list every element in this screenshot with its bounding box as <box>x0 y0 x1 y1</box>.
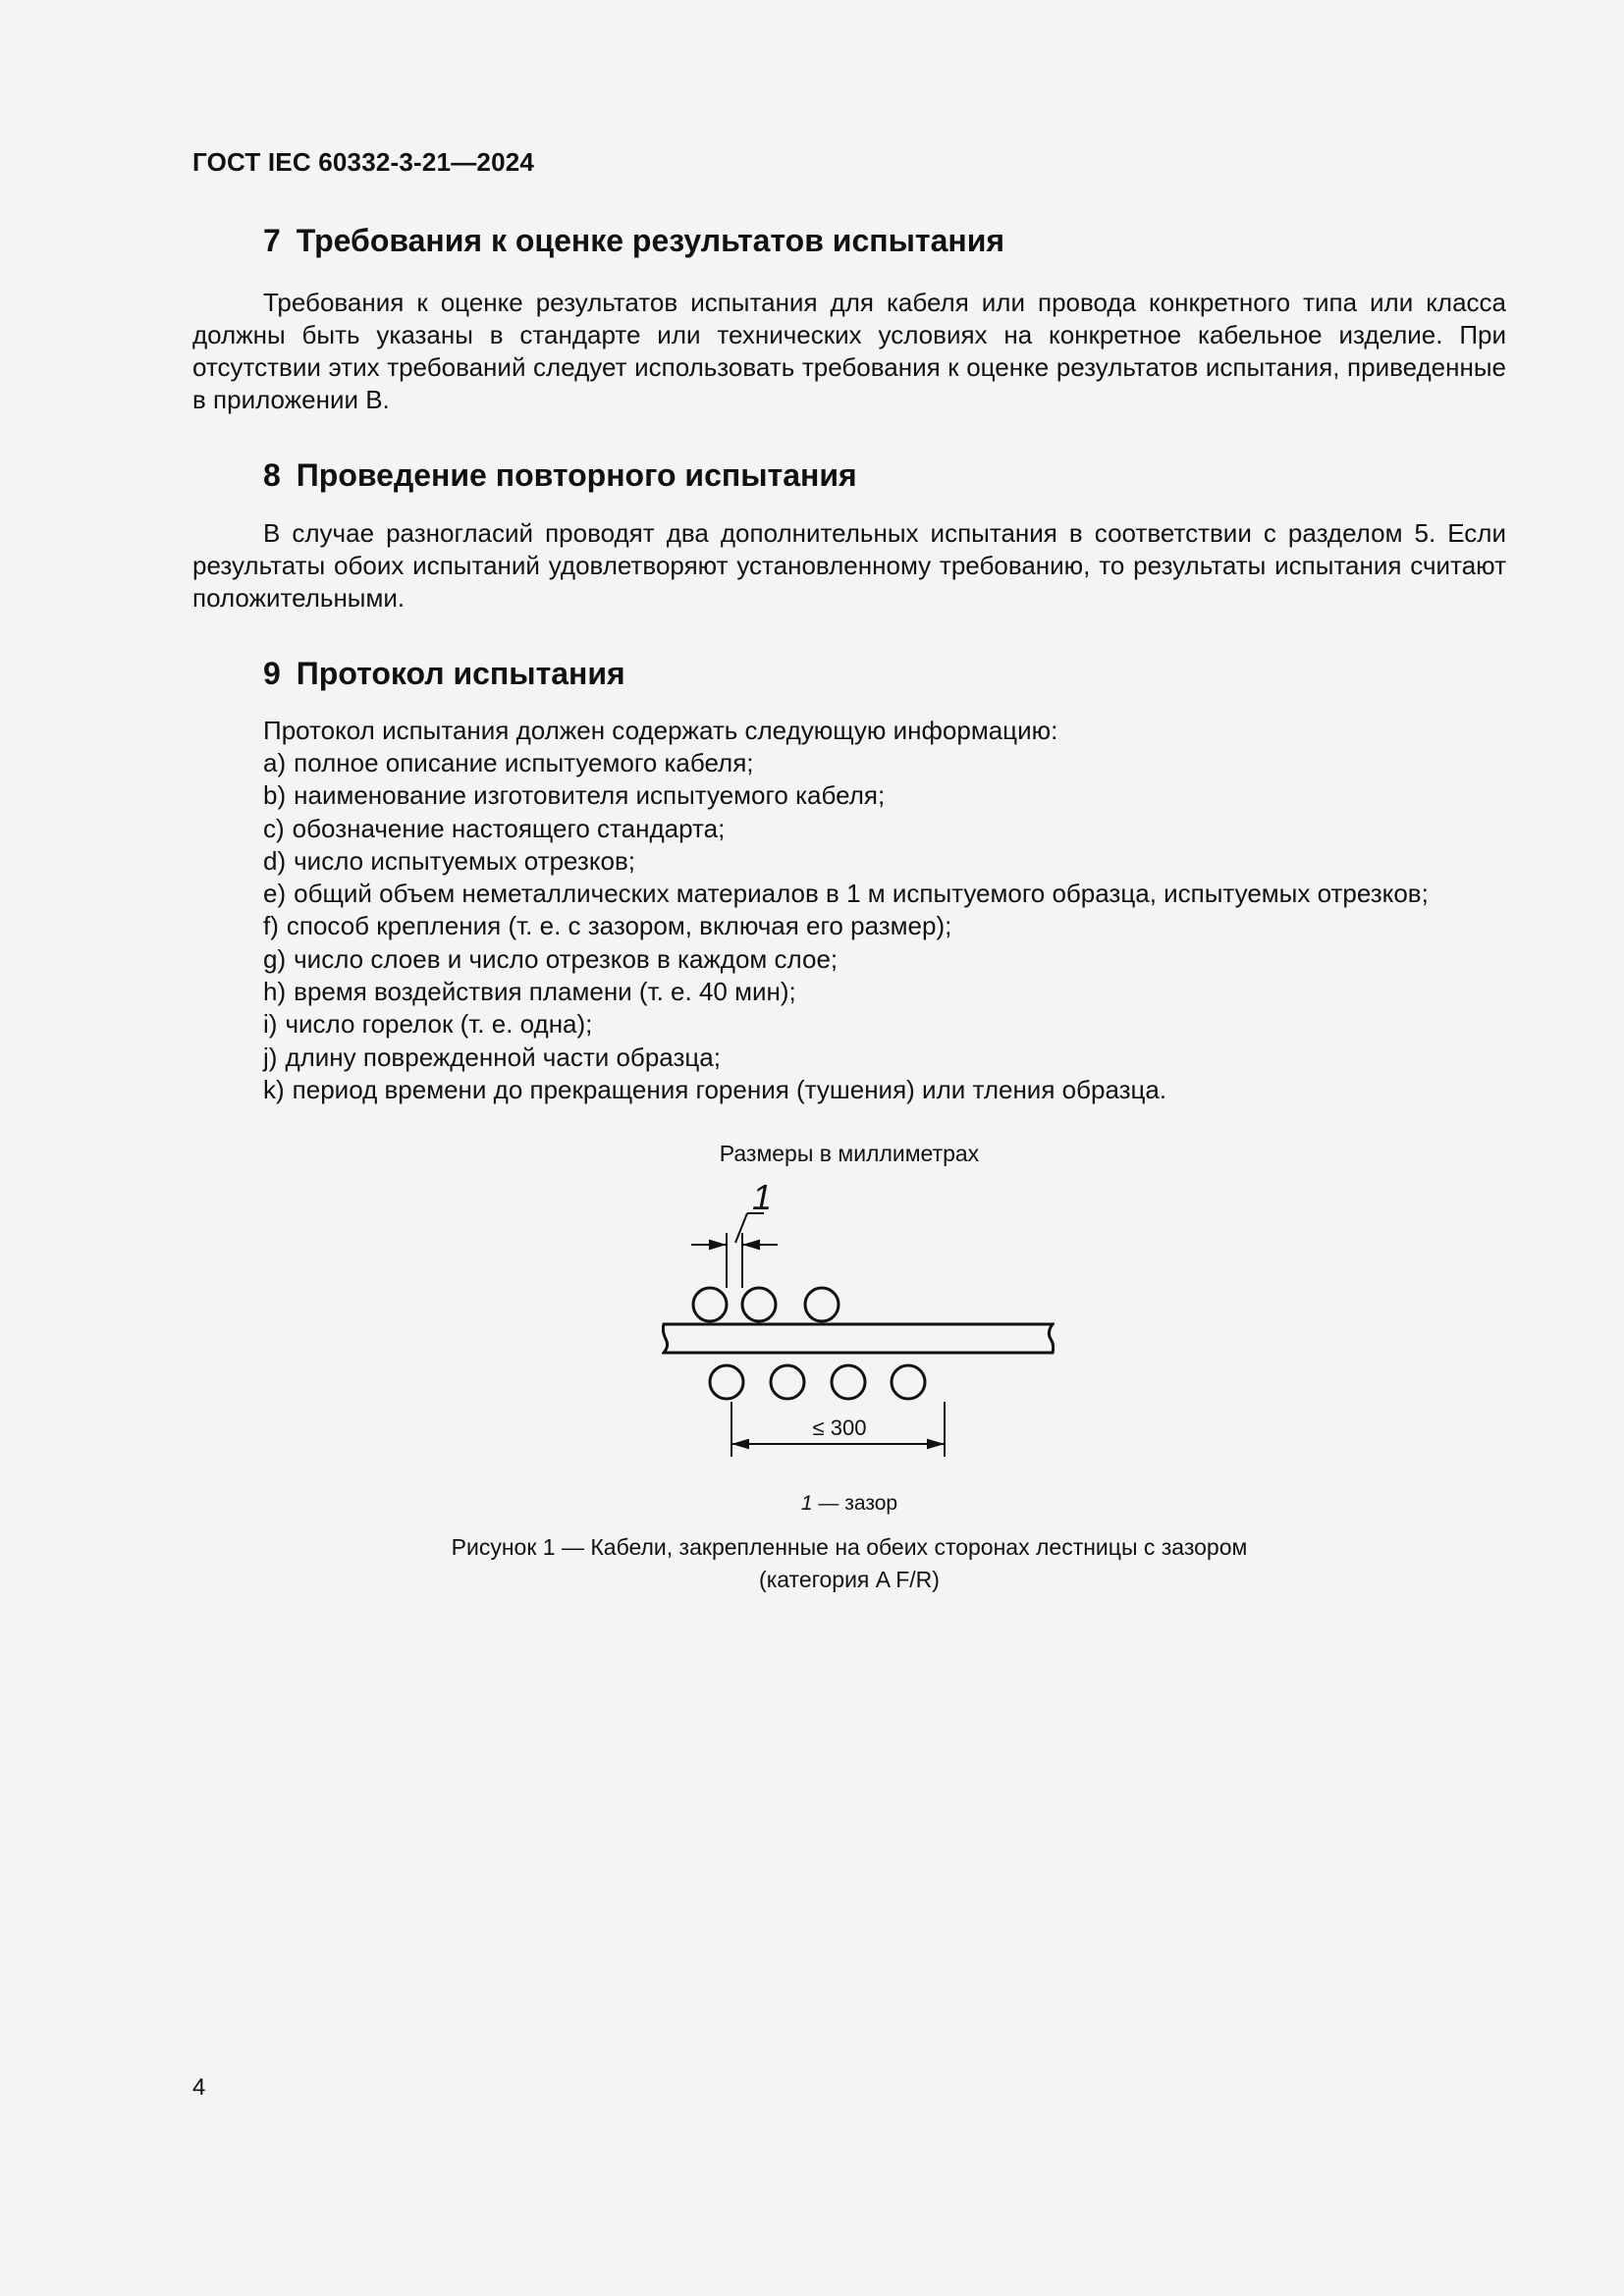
list-item-text: обозначение настоящего стандарта; <box>292 813 726 843</box>
figure-caption-line: (категория A F/R) <box>759 1567 940 1592</box>
section-number: 8 <box>263 457 281 493</box>
list-marker: f) <box>263 911 279 941</box>
gap-callout-label: 1 <box>752 1177 773 1217</box>
list-item <box>263 1008 1506 1041</box>
section-number: 7 <box>263 223 281 258</box>
standard-id-header: ГОСТ IEC 60332-3-21—2024 <box>192 147 535 177</box>
list-marker: k) <box>263 1074 285 1104</box>
list-item <box>263 779 1506 812</box>
list-marker: d) <box>263 845 287 876</box>
section-9-intro: Протокол испытания должен содержать следующую информацию: <box>263 716 1058 745</box>
list-item <box>263 845 1506 878</box>
list-item-text: число испытуемых отрезков; <box>294 845 636 876</box>
list-item-text: длину поврежденной части образца; <box>285 1041 721 1072</box>
lower-cable <box>832 1365 865 1399</box>
section-title: Протокол испытания <box>296 656 625 691</box>
list-item <box>263 1041 1506 1074</box>
upper-cable <box>693 1288 727 1321</box>
figure-caption-line: Рисунок 1 — Кабели, закрепленные на обеих сторонах лестницы с зазором <box>451 1534 1248 1560</box>
lower-cable <box>771 1365 804 1399</box>
ladder-rung <box>663 1324 1053 1353</box>
list-marker: g) <box>263 943 287 974</box>
section-8-heading <box>263 457 857 494</box>
list-marker: c) <box>263 813 285 843</box>
page-number: 4 <box>192 2074 206 2101</box>
list-marker: e) <box>263 879 287 909</box>
cable-ladder-diagram <box>662 1174 1055 1468</box>
section-9-heading <box>263 656 625 692</box>
list-item <box>263 976 1506 1008</box>
section-title: Проведение повторного испытания <box>296 457 857 493</box>
legend-key: 1 <box>800 1492 813 1515</box>
list-item-text: способ крепления (т. е. с зазором, включая его размер); <box>286 911 952 941</box>
section-7-paragraph: Требования к оценке результатов испытания для кабеля или провода конкретного типа или класса должны быть указаны в стандарте или технических условиях на конкретное кабельное изделие. При отсутствии этих требований следует использовать требования к оценке результатов испытания, приведенные в приложении В. <box>192 288 1506 414</box>
list-marker: j) <box>263 1041 278 1072</box>
upper-cable <box>805 1288 839 1321</box>
section-7-heading <box>263 223 1004 259</box>
list-item-text: наименование изготовителя испытуемого кабеля; <box>294 780 886 811</box>
list-item <box>263 910 1506 942</box>
figure-dimensions-note: Размеры в миллиметрах <box>719 1141 980 1166</box>
list-item <box>263 747 1506 779</box>
figure-legend <box>192 1492 1506 1516</box>
list-item <box>263 943 1506 976</box>
list-item <box>263 878 1506 910</box>
list-item <box>263 1074 1506 1106</box>
legend-text: — зазор <box>812 1492 898 1515</box>
figure-caption <box>192 1531 1506 1596</box>
list-item-text: число горелок (т. е. одна); <box>285 1009 593 1040</box>
list-item-text: общий объем неметаллических материалов в 1 м испытуемого образца, испытуемых отрезков; <box>294 879 1429 909</box>
list-item-text: период времени до прекращения горения (тушения) или тления образца. <box>292 1074 1167 1104</box>
lower-cable <box>710 1365 743 1399</box>
section-number: 9 <box>263 656 281 691</box>
list-marker: h) <box>263 977 287 1007</box>
document-page <box>192 0 1506 2296</box>
list-item-text: полное описание испытуемого кабеля; <box>294 748 754 777</box>
upper-cable <box>742 1288 776 1321</box>
list-item <box>263 813 1506 845</box>
list-marker: a) <box>263 748 287 777</box>
list-item-text: время воздействия пламени (т. е. 40 мин); <box>294 977 796 1007</box>
list-item-text: число слоев и число отрезков в каждом слое; <box>294 943 839 974</box>
section-8-paragraph: В случае разногласий проводят два дополнительных испытания в соответствии с разделом 5. Если результаты обоих испытаний удовлетворяют установленному требованию, то результаты испытания считают положительными. <box>192 518 1506 613</box>
list-marker: i) <box>263 1009 278 1040</box>
list-marker: b) <box>263 780 287 811</box>
section-title: Требования к оценке результатов испытания <box>296 223 1005 258</box>
lower-cable <box>892 1365 925 1399</box>
protocol-items-list <box>263 747 1506 1106</box>
span-dimension-label: ≤ 300 <box>812 1415 867 1440</box>
